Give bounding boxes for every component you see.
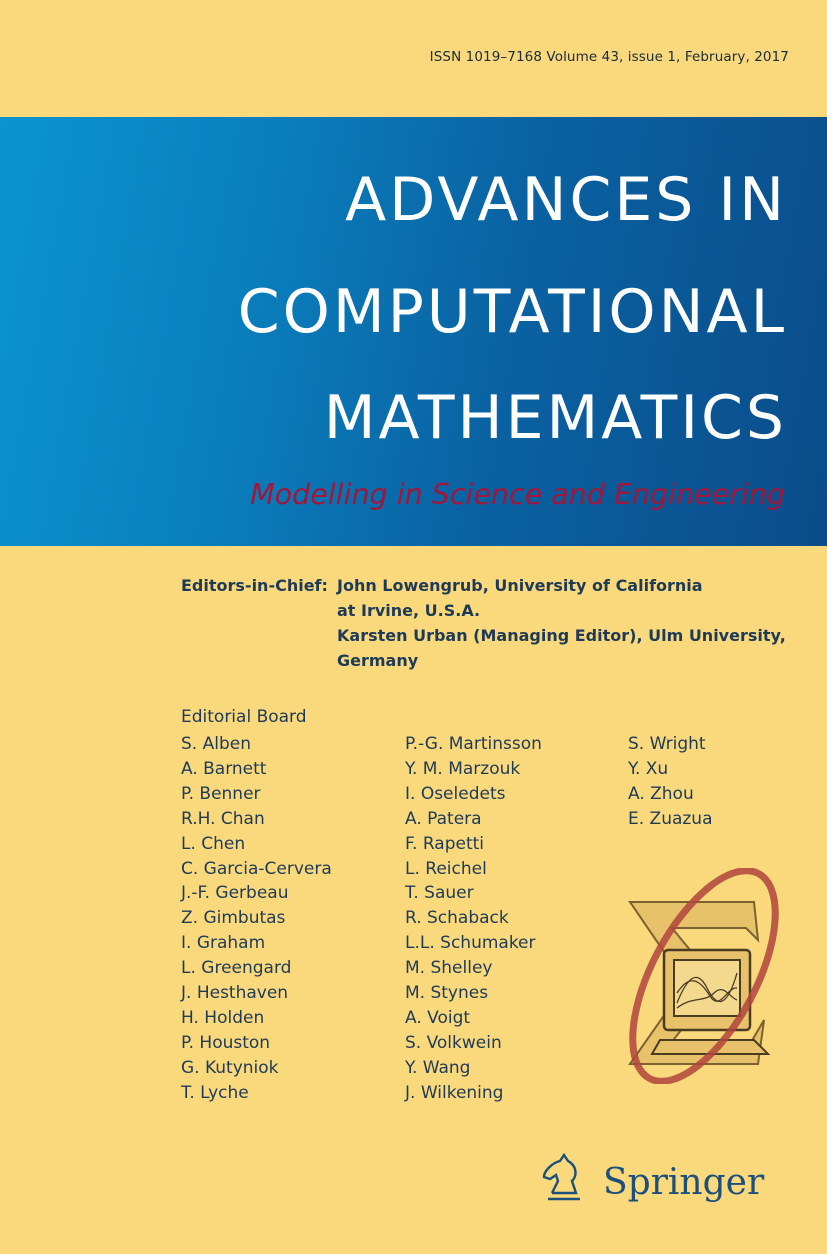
editorial-board-member: A. Voigt (405, 1007, 471, 1028)
chess-knight-icon (544, 1155, 580, 1199)
editorial-board-member: J. Hesthaven (181, 983, 289, 1004)
editorial-board-member: Z. Gimbutas (181, 908, 286, 929)
editorial-board-member: J.-F. Gerbeau (181, 883, 289, 904)
editor-line: Karsten Urban (Managing Editor), Ulm University, (337, 626, 786, 645)
editorial-board-column-1 (181, 732, 332, 1106)
editorial-board-member: I. Oseledets (405, 783, 506, 804)
editorial-board-member: Y. M. Marzouk (405, 758, 521, 779)
editorial-board-member: A. Zhou (628, 783, 694, 804)
editorial-board-member: L. Greengard (181, 958, 292, 979)
editorial-board-member: I. Graham (181, 933, 266, 954)
journal-title-line-3: MATHEMATICS (323, 383, 787, 453)
editorial-board-member: M. Shelley (405, 958, 493, 979)
editorial-board-member: P.-G. Martinsson (405, 734, 542, 754)
editor-line: John Lowengrub, University of California (337, 576, 703, 595)
editors-names (337, 573, 807, 673)
editorial-board-member: Y. Xu (628, 758, 669, 779)
editorial-board-member: H. Holden (181, 1007, 265, 1028)
editorial-board-member: G. Kutyniok (181, 1057, 279, 1078)
editorial-board-column-3 (628, 732, 713, 832)
computer-sigma-logo-icon (622, 868, 782, 1084)
editorial-board-member: L. Chen (181, 833, 246, 854)
editorial-board-member: S. Volkwein (405, 1032, 502, 1053)
editorial-board-title: Editorial Board (181, 707, 307, 727)
editorial-board-member: S. Wright (628, 734, 706, 754)
editor-line: at Irvine, U.S.A. (337, 601, 481, 620)
editorial-board-member: C. Garcia-Cervera (181, 858, 332, 879)
editorial-board-member: S. Alben (181, 734, 251, 754)
editorial-board-member: L.L. Schumaker (405, 933, 536, 954)
editors-label: Editors-in-Chief: (181, 576, 328, 595)
editorial-board-member: R.H. Chan (181, 808, 265, 829)
editorial-board-member: R. Schaback (405, 908, 509, 929)
editorial-board-member: T. Lyche (181, 1082, 249, 1103)
editorial-board-member: L. Reichel (405, 858, 487, 879)
editorial-board-member: J. Wilkening (405, 1082, 504, 1103)
editorial-board-member: F. Rapetti (405, 833, 485, 854)
editorial-board-member: P. Houston (181, 1032, 271, 1053)
editorial-board-member: A. Barnett (181, 758, 267, 779)
editorial-board-member: M. Stynes (405, 983, 489, 1004)
editorial-board-member: P. Benner (181, 783, 261, 804)
publisher-name: Springer (603, 1162, 765, 1203)
editorial-board-member: T. Sauer (405, 883, 474, 904)
editorial-board-member: Y. Wang (405, 1057, 471, 1078)
editorial-board-member: E. Zuazua (628, 808, 713, 829)
issn-volume-info: ISSN 1019–7168 Volume 43, issue 1, February, 2017 (429, 49, 789, 65)
editorial-board-member: A. Patera (405, 808, 482, 829)
journal-title-line-2: COMPUTATIONAL (237, 277, 787, 347)
editorial-board-column-2 (405, 732, 542, 1106)
journal-subtitle: Modelling in Science and Engineering (250, 478, 785, 511)
editor-line: Germany (337, 651, 419, 670)
journal-title-line-1: ADVANCES IN (345, 165, 787, 235)
